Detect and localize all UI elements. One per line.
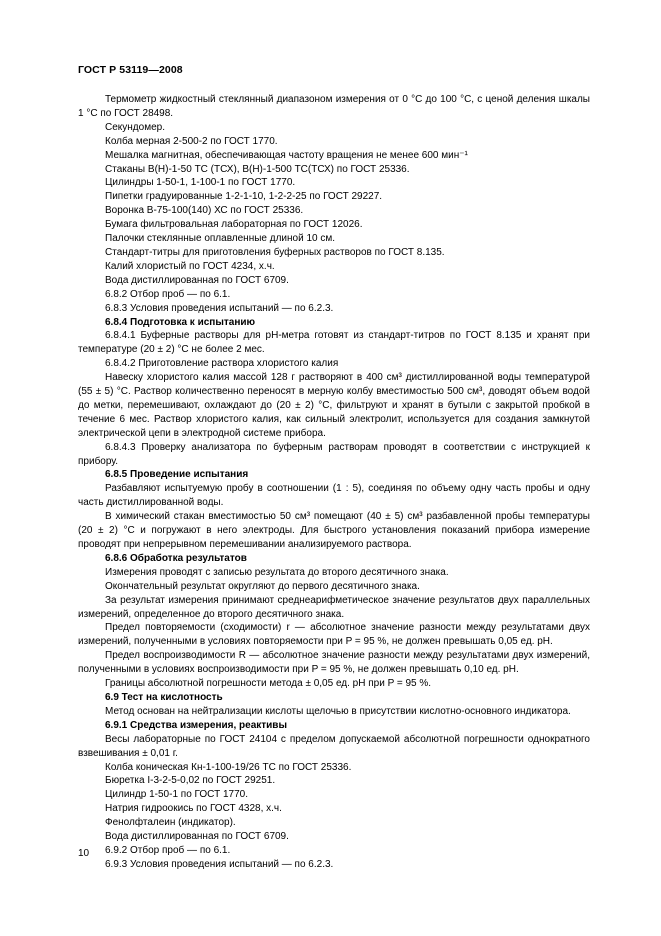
paragraph: Вода дистиллированная по ГОСТ 6709. bbox=[105, 274, 289, 286]
paragraph: Метод основан на нейтрализации кислоты щелочью в присутствии кислотно-основного индикатора. bbox=[105, 705, 571, 717]
section-heading: 6.8.4 Подготовка к испытанию bbox=[105, 316, 256, 328]
paragraph: Фенолфталеин (индикатор). bbox=[105, 817, 236, 829]
paragraph: Стаканы В(Н)-1-50 ТС (ТСХ), В(Н)-1-500 ТС(ТСХ) по ГОСТ 25336. bbox=[105, 163, 410, 175]
paragraph: Мешалка магнитная, обеспечивающая частоту вращения не менее 600 мин⁻¹ bbox=[105, 149, 468, 161]
paragraph: 6.8.2 Отбор проб — по 6.1. bbox=[105, 288, 231, 300]
section-heading: 6.9.1 Средства измерения, реактивы bbox=[105, 719, 287, 731]
paragraph: Бумага фильтровальная лабораторная по ГОСТ 12026. bbox=[105, 219, 363, 231]
paragraph: Секундомер. bbox=[105, 121, 165, 133]
paragraph: Весы лабораторные по ГОСТ 24104 с пределом допускаемой абсолютной погрешности однократного взвешивания ± 0,01 г. bbox=[78, 733, 590, 759]
paragraph: 6.8.3 Условия проведения испытаний — по 6.2.3. bbox=[105, 302, 334, 314]
page-number: 10 bbox=[78, 848, 90, 859]
paragraph: Воронка В-75-100(140) ХС по ГОСТ 25336. bbox=[105, 205, 304, 217]
paragraph: Вода дистиллированная по ГОСТ 6709. bbox=[105, 831, 289, 843]
paragraph: Стандарт-титры для приготовления буферных растворов по ГОСТ 8.135. bbox=[105, 246, 445, 258]
paragraph: Натрия гидроокись по ГОСТ 4328, х.ч. bbox=[105, 803, 282, 815]
paragraph: Бюретка I-3-2-5-0,02 по ГОСТ 29251. bbox=[105, 775, 276, 787]
paragraph: 6.8.4.3 Проверку анализатора по буферным растворам проводят в соответствии с инструкцией к прибору. bbox=[78, 441, 590, 467]
paragraph: Колба коническая Кн-1-100-19/26 ТС по ГОСТ 25336. bbox=[105, 761, 352, 773]
paragraph: 6.9.2 Отбор проб — по 6.1. bbox=[105, 844, 231, 856]
paragraph: Предел повторяемости (сходимости) r — абсолютное значение разности между результатами двух измерений, полученными в условиях повторяемости при P = 95 %, не должен превышать 0,05 ед. рН. bbox=[78, 622, 590, 648]
paragraph: Колба мерная 2-500-2 по ГОСТ 1770. bbox=[105, 135, 278, 147]
paragraph: Цилиндр 1-50-1 по ГОСТ 1770. bbox=[105, 789, 248, 801]
section-heading: 6.8.5 Проведение испытания bbox=[105, 469, 249, 481]
paragraph: Окончательный результат округляют до первого десятичного знака. bbox=[105, 580, 420, 592]
paragraph: Калий хлористый по ГОСТ 4234, х.ч. bbox=[105, 260, 275, 272]
document-header: ГОСТ Р 53119—2008 bbox=[78, 64, 183, 76]
paragraph: Цилиндры 1-50-1, 1-100-1 по ГОСТ 1770. bbox=[105, 177, 296, 189]
paragraph: За результат измерения принимают среднеарифметическое значение результатов двух параллельных измерений, определенное до второго десятичного знака. bbox=[78, 594, 590, 620]
paragraph: Термометр жидкостный стеклянный диапазоном измерения от 0 °С до 100 °С, с ценой деления шкалы 1 °С по ГОСТ 28498. bbox=[78, 94, 590, 119]
paragraph: Палочки стеклянные оплавленные длиной 10 см. bbox=[105, 233, 336, 245]
paragraph: 6.8.4.2 Приготовление раствора хлористого калия bbox=[105, 358, 339, 370]
paragraph: Разбавляют испытуемую пробу в соотношении (1 : 5), соединяя по объему одну часть пробы и одну часть дистиллированной воды. bbox=[78, 483, 590, 509]
paragraph: 6.8.4.1 Буферные растворы для рН-метра готовят из стандарт-титров по ГОСТ 8.135 и хранят при температуре (20 ± 2) °С не более 2 мес. bbox=[78, 330, 590, 356]
paragraph: Границы абсолютной погрешности метода ± 0,05 ед. рН при P = 95 %. bbox=[105, 678, 432, 690]
paragraph: Измерения проводят с записью результата до второго десятичного знака. bbox=[105, 566, 449, 578]
paragraph: Навеску хлористого калия массой 128 г растворяют в 400 см³ дистиллированной воды температурой (55 ± 5) °С. Раствор количественно переносят в мерную колбу вместимостью 500 см³, доводят объем водой до метки, перемешивают, охлаждают до (20 ± 2) °С, фильтруют и хранят в бутыли с закрытой пробкой в течение 6 мес. Раствор хлористого калия, как сильный электролит, используется для создания замкнутой электрической цепи в электродной системе прибора. bbox=[78, 372, 590, 439]
document-body bbox=[78, 93, 590, 872]
section-heading: 6.8.6 Обработка результатов bbox=[105, 552, 247, 564]
paragraph: В химический стакан вместимостью 50 см³ помещают (40 ± 5) см³ разбавленной пробы температуры (20 ± 2) °С и погружают в него электроды. Для быстрого установления показаний прибора измерение проводят при непрерывном перемешивании анализируемого раствора. bbox=[78, 511, 590, 550]
paragraph: 6.9.3 Условия проведения испытаний — по 6.2.3. bbox=[105, 858, 334, 870]
section-heading: 6.9 Тест на кислотность bbox=[105, 691, 223, 703]
paragraph: Пипетки градуированные 1-2-1-10, 1-2-2-25 по ГОСТ 29227. bbox=[105, 191, 383, 203]
paragraph: Предел воспроизводимости R — абсолютное значение разности между результатами двух измерений, полученными в условиях воспроизводимости при P = 95 %, не должен превышать 0,10 ед. рН. bbox=[78, 650, 590, 676]
